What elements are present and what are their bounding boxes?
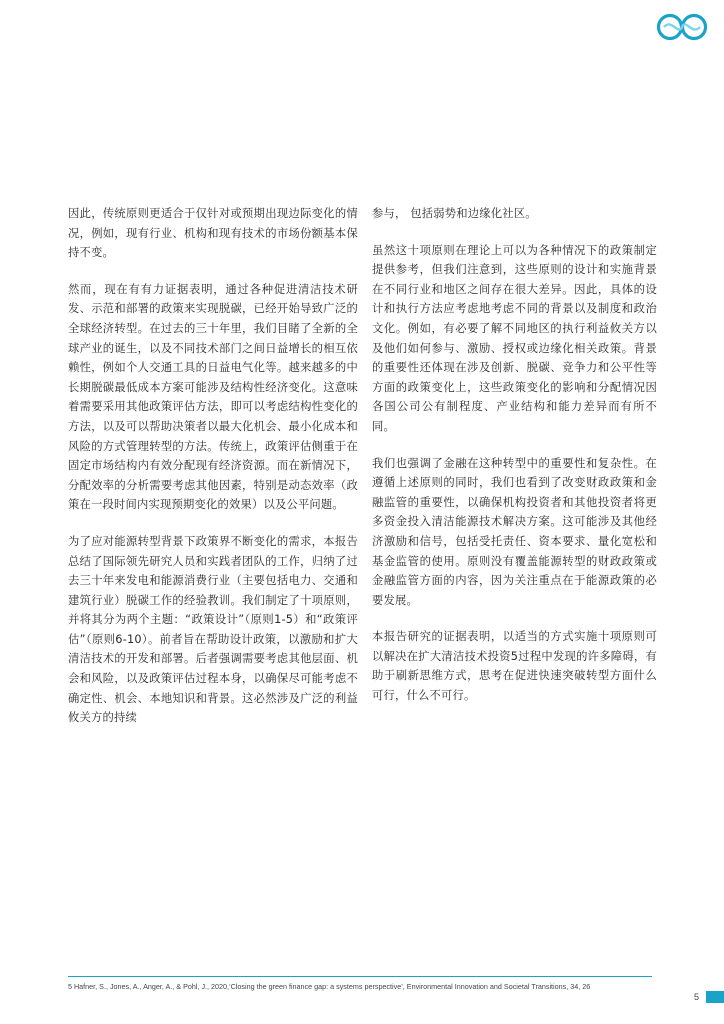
footnote-divider xyxy=(68,976,652,977)
body-paragraph: 本报告研究的证据表明，以适当的方式实施十项原则可以解决在扩大清洁技术投资5过程中发现的许多障碍，有助于刷新思维方式，思考在促进快速突破转型方面什么可行，什么不可行。 xyxy=(372,630,657,703)
body-paragraph: 因此，传统原则更适合于仅针对或预期出现边际变化的情况，例如，现有行业、机构和现有技术的市场份额基本保持不变。 xyxy=(68,207,358,260)
right-column xyxy=(372,204,657,723)
infinity-loop-logo xyxy=(656,12,708,42)
left-column xyxy=(68,204,358,745)
footnote: 5 Hafner, S., Jones, A., Anger, A., & Pohl, J., 2020,‘Closing the green finance gap: a systems perspective’, Environmental Innovation and Societal Transitions, 34, 26 xyxy=(68,982,591,991)
body-paragraph: 然而，现在有有力证据表明，通过各种促进清洁技术研发、示范和部署的政策来实现脱碳，已经开始导致广泛的全球经济转型。在过去的三十年里，我们目睹了全新的全球产业的诞生，以及不同技术部门之间日益增长的相互依赖性，例如个人交通工具的日益电气化等。越来越多的中长期脱碳最低成本方案可能涉及结构性经济变化。这意味着需要采用其他政策评估方法，即可以考虑结构性变化的方法，以及可以帮助决策者以最大化机会、最小化成本和风险的方式管理转型的方法。传统上，政策评估侧重于在固定市场结构内有效分配现有经济资源。而在新情况下，分配效率的分析需要考虑其他因素，特别是动态效率（政策在一段时间内实现预期变化的效果）以及公平问题。 xyxy=(68,282,358,512)
body-paragraph: 我们也强调了金融在这种转型中的重要性和复杂性。在遵循上述原则的同时，我们也看到了改变财政政策和金融监管的重要性，以确保机构投资者和其他投资者将更多资金投入清洁能源技术解决方案。这可能涉及其他经济激励和信号，包括受托责任、资本要求、量化宽松和基金监管的使用。原则没有覆盖能源转型的财政政策或金融监管方面的内容，因为关注重点在于能源政策的必要发展。 xyxy=(372,456,657,607)
page-tab-marker xyxy=(706,991,724,1003)
body-paragraph: 虽然这十项原则在理论上可以为各种情况下的政策制定提供参考，但我们注意到，这些原则的设计和实施背景在不同行业和地区之间存在很大差异。因此，具体的设计和执行方法应考虑地考虑不同的背景以及制度和政治文化。例如，有必要了解不同地区的执行利益攸关方以及他们如何参与、激励、授权或边缘化相关政策。背景的重要性还体现在涉及创新、脱碳、竞争力和公平性等方面的政策变化上，这些政策变化的影响和分配情况因各国公司公有制程度、产业结构和能力差异而有所不同。 xyxy=(372,243,657,433)
page-number: 5 xyxy=(694,992,700,1002)
body-paragraph: 为了应对能源转型背景下政策界不断变化的需求，本报告总结了国际领先研究人员和实践者团队的工作，归纳了过去三十年来发电和能源消费行业（主要包括电力、交通和建筑行业）脱碳工作的经验教训。我们制定了十项原则，并将其分为两个主题：“政策设计”（原则1-5）和“政策评估”（原则6-10）。前者旨在帮助设计政策，以激励和扩大清洁技术的开发和部署。后者强调需要考虑其他层面、机会和风险，以及政策评估过程本身，以确保尽可能考虑不确定性、机会、本地知识和背景。这必然涉及广泛的利益攸关方的持续 xyxy=(68,534,358,725)
body-paragraph: 参与， 包括弱势和边缘化社区。 xyxy=(372,207,537,220)
